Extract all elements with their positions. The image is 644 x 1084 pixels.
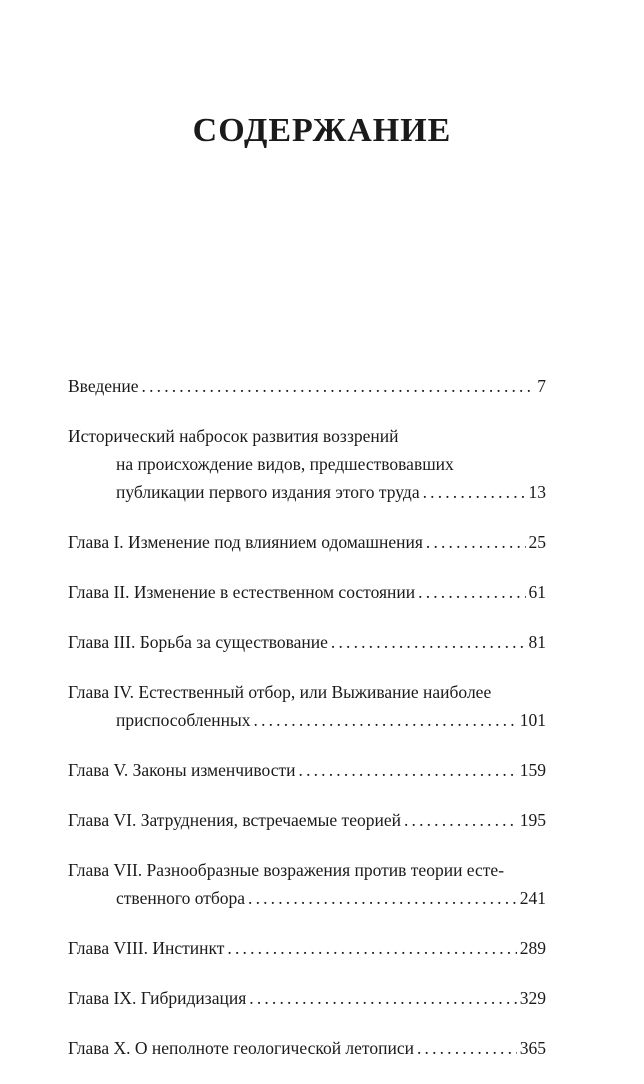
toc-entry-line <box>68 578 546 606</box>
toc-entry-title: Глава IX. Гибридизация <box>68 988 247 1008</box>
toc-entry-title: Глава IV. Естественный отбор, или Выживание наиболее <box>68 682 492 702</box>
toc-entry-chapter-3 <box>68 628 546 656</box>
toc-entry-line <box>68 528 546 556</box>
leader-dots <box>248 884 517 912</box>
page-title: СОДЕРЖАНИЕ <box>192 112 452 149</box>
leader-dots <box>254 706 517 734</box>
toc-page-number: 25 <box>528 532 546 552</box>
toc-entry-chapter-7 <box>68 856 546 912</box>
toc-entry-line <box>68 478 546 506</box>
toc-entry-line <box>68 934 546 962</box>
toc-entry-line <box>68 984 546 1012</box>
toc-entry-chapter-8 <box>68 934 546 962</box>
toc-entry-title-continued: публикации первого издания этого труда <box>116 482 420 502</box>
toc-entry-title-continued: приспособленных <box>116 710 251 730</box>
toc-page-number: 13 <box>528 482 546 502</box>
toc-entry-chapter-1 <box>68 528 546 556</box>
leader-dots <box>423 478 526 506</box>
toc-entry-title: Глава V. Законы изменчивости <box>68 760 296 780</box>
toc-entry-chapter-6 <box>68 806 546 834</box>
toc-page-number: 7 <box>537 376 546 396</box>
toc-entry-chapter-4 <box>68 678 546 734</box>
toc-entry-line <box>68 756 546 784</box>
toc-page-number: 289 <box>519 938 546 958</box>
toc-entry-line <box>68 1034 546 1062</box>
leader-dots <box>331 628 526 656</box>
toc-entry-chapter-5 <box>68 756 546 784</box>
toc-entry-line <box>68 884 546 912</box>
toc-entry-chapter-10 <box>68 1034 546 1062</box>
leader-dots <box>418 578 525 606</box>
toc-entry-line <box>68 372 546 400</box>
toc-entry-title: Глава II. Изменение в естественном состоянии <box>68 582 416 602</box>
toc-entry-line <box>68 628 546 656</box>
toc-page-number: 101 <box>519 710 546 730</box>
toc-entry-title-continued: ственного отбора <box>116 888 246 908</box>
toc-entry-title: Исторический набросок развития воззрений <box>68 426 399 446</box>
table-of-contents <box>68 372 546 1084</box>
toc-entry-title: Глава III. Борьба за существование <box>68 632 328 652</box>
toc-page-number: 365 <box>519 1038 546 1058</box>
toc-page-number: 81 <box>528 632 546 652</box>
leader-dots <box>227 934 516 962</box>
toc-entry-title: Введение <box>68 376 139 396</box>
leader-dots <box>142 372 535 400</box>
leader-dots <box>249 984 516 1012</box>
toc-page-number: 241 <box>519 888 546 908</box>
toc-entry-title: Глава VI. Затруднения, встречаемые теорией <box>68 810 401 830</box>
toc-entry-line <box>68 806 546 834</box>
toc-page-number: 195 <box>519 810 546 830</box>
toc-entry-line <box>68 706 546 734</box>
leader-dots <box>426 528 526 556</box>
toc-entry-introduction <box>68 372 546 400</box>
toc-entry-title: Глава X. О неполноте геологической летописи <box>68 1038 414 1058</box>
leader-dots <box>417 1034 517 1062</box>
toc-page-number: 159 <box>519 760 546 780</box>
leader-dots <box>299 756 517 784</box>
toc-entry-title: Глава I. Изменение под влиянием одомашнения <box>68 532 423 552</box>
toc-entry-title: Глава VII. Разнообразные возражения против теории есте- <box>68 860 505 880</box>
leader-dots <box>404 806 517 834</box>
toc-entry-chapter-9 <box>68 984 546 1012</box>
toc-page-number: 61 <box>528 582 546 602</box>
toc-entry-historical-sketch <box>68 422 546 506</box>
toc-entry-chapter-2 <box>68 578 546 606</box>
toc-entry-title-continued: на происхождение видов, предшествовавших <box>116 454 454 474</box>
toc-entry-title: Глава VIII. Инстинкт <box>68 938 225 958</box>
toc-page-number: 329 <box>519 988 546 1008</box>
